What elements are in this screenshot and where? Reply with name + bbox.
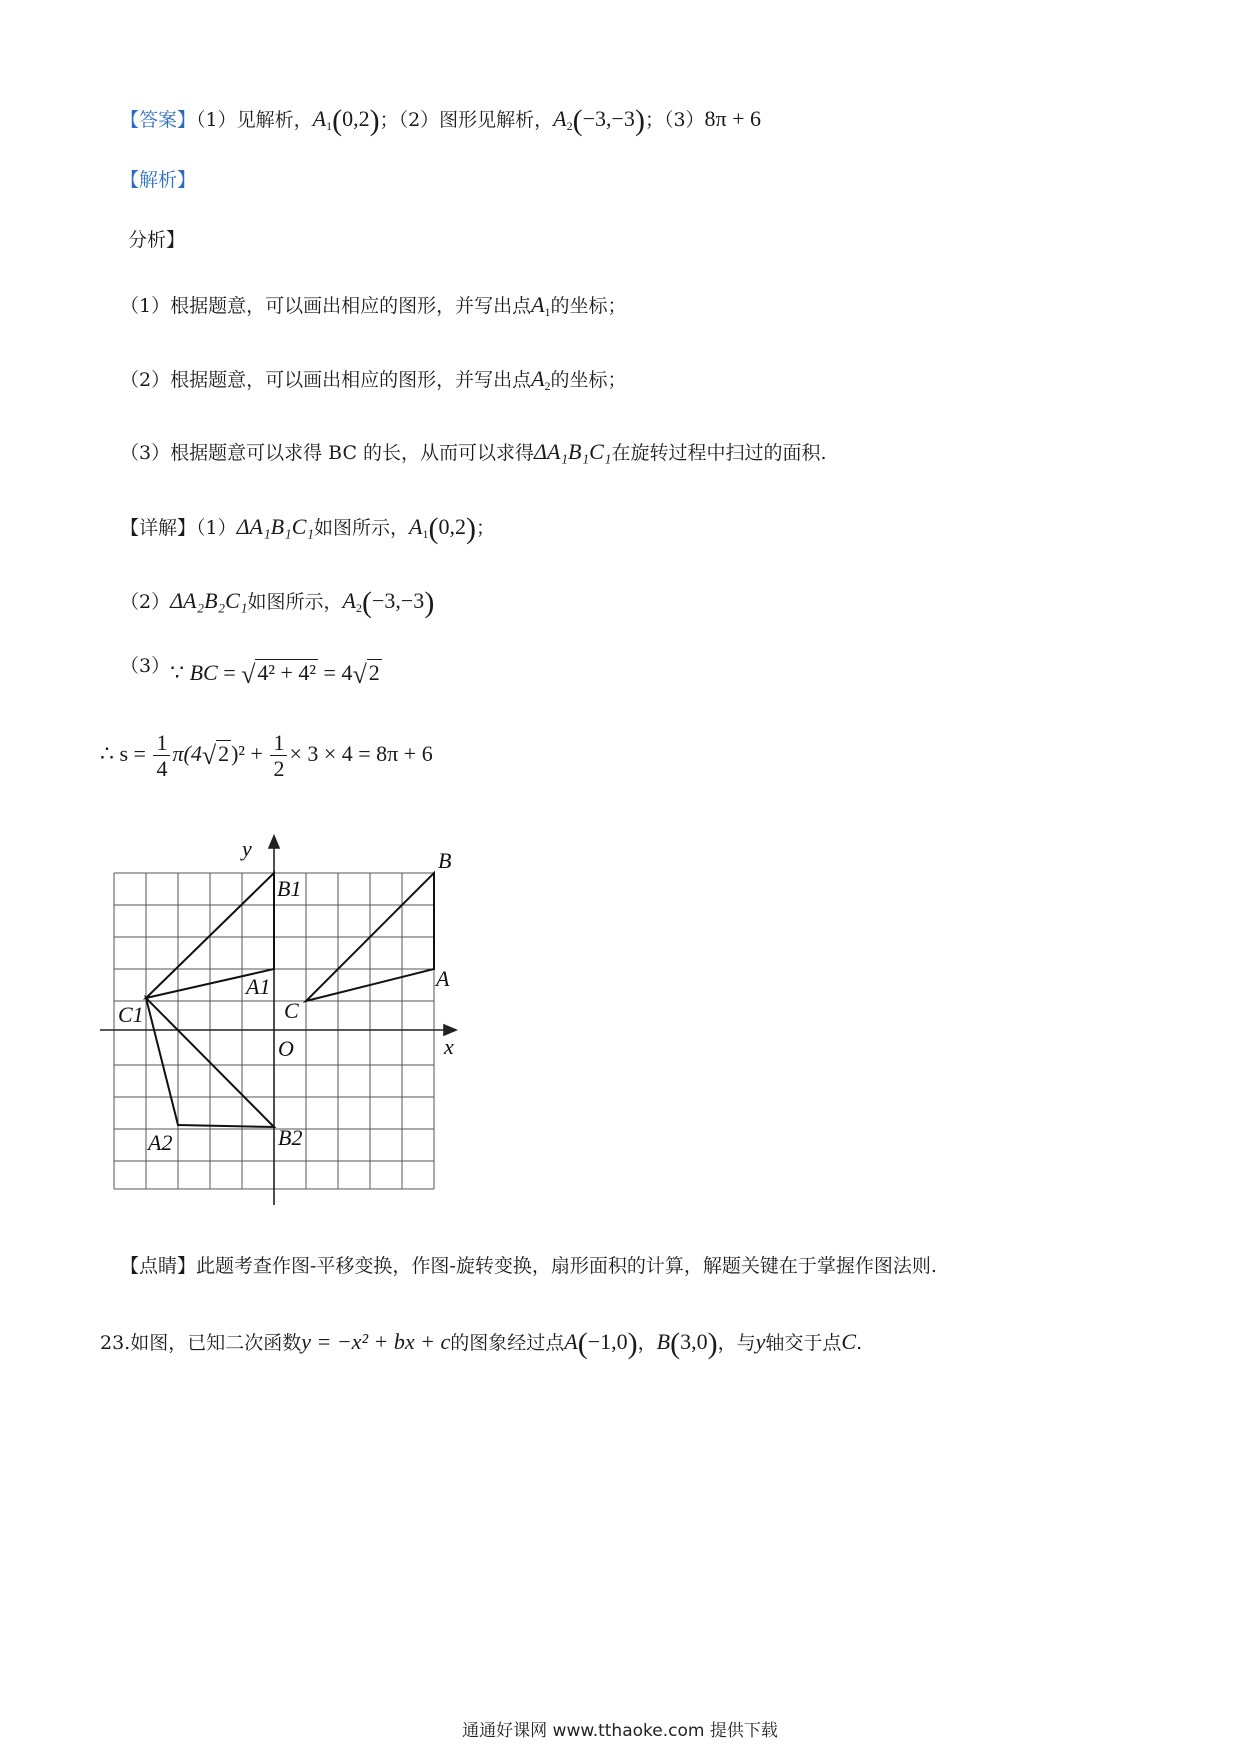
sqrt-two: √2 (352, 660, 380, 689)
triangle-A1B1C1: ΔA₁B₁C₁ (534, 439, 612, 464)
label-B: B (438, 848, 452, 873)
detail-line-1: 【详解】（1）ΔA₁B₁C₁如图所示，$A_1(0,2)$； (120, 512, 496, 545)
sqrt-two: √2 (201, 740, 230, 770)
detail-tag: 【详解】 (120, 517, 197, 539)
analysis-line-1: （1）根据题意，可以画出相应的图形，并写出点$A_1$的坐标； (120, 292, 627, 319)
answer-A1: $A_1$ (312, 106, 333, 133)
dianjing-tag: 【点睛】 (120, 1255, 197, 1277)
sqrt-expression: √4² + 4² (241, 660, 317, 689)
question-23: 23.如图，已知二次函数y = −x² + bx + c的图象经过点A(−1,0)，B(3,0)，与y轴交于点C. (100, 1327, 863, 1360)
label-C1: C1 (118, 1002, 144, 1027)
answer-sep1: ；（2）图形见解析， (379, 109, 554, 131)
answer-part1: （1）见解析， (196, 109, 313, 131)
triangle-A1B1C1: ΔA₁B₁C₁ (236, 514, 315, 539)
point-A1: $A_1$ (409, 514, 429, 541)
answer-value3: 8π + 6 (704, 106, 762, 131)
answer-A1-coord: 0,2 (342, 106, 370, 131)
detail-line-2: （2）ΔA₂B₂C₁如图所示，$A_2(-3,-3)$ (120, 586, 435, 619)
point-A2-symbol: $A_2$ (531, 366, 551, 393)
answer-A2: $A_2$ (553, 106, 573, 133)
footer: 通通好课网 www.tthaoke.com 提供下载 (462, 1721, 778, 1741)
dianjing-line: 【点睛】此题考查作图-平移变换，作图-旋转变换，扇形面积的计算，解题关键在于掌握作图法则. (120, 1255, 937, 1277)
analysis-tag: 【解析】 (120, 169, 197, 191)
label-A1: A1 (246, 974, 271, 999)
label-C: C (284, 998, 299, 1023)
detail-line-4: ∴ s = $\frac{1}{4}$ π(4√2)² + $\frac{1}{2}$ × 3 × 4 = 8π + 6 (100, 730, 433, 782)
answer-line: 【答案】（1）见解析，$A_1(0,2)$；（2）图形见解析，$A_2(-3,-3)$；（3）8π + 6 (120, 104, 762, 137)
triangle-A2B2C1: ΔA₂B₂C₁ (170, 588, 248, 613)
answer-tag: 【答案】 (120, 109, 197, 131)
answer-sep2: ；（3） (644, 109, 705, 131)
label-A2: A2 (148, 1130, 173, 1155)
detail-line-3: （3）∵ BC = √4² + 4² = 4√2 (120, 655, 380, 689)
y-axis-arrow (269, 836, 279, 848)
label-A: A (436, 966, 450, 991)
label-B2: B2 (278, 1125, 303, 1150)
analysis-line-2: （2）根据题意，可以画出相应的图形，并写出点$A_2$的坐标； (120, 366, 627, 393)
label-y: y (242, 836, 252, 861)
label-B1: B1 (277, 876, 302, 901)
coordinate-figure (95, 830, 475, 1210)
fenxi-label: 分析】 (128, 229, 186, 251)
fraction-quarter: $\frac{1}{4}$ (153, 730, 170, 782)
point-A1-symbol: $A_1$ (531, 292, 551, 319)
analysis-line-3: （3）根据题意可以求得 BC 的长，从而可以求得ΔA₁B₁C₁在旋转过程中扫过的面积. (120, 439, 827, 464)
point-A2: $A_2$ (342, 588, 362, 615)
label-O: O (278, 1036, 294, 1061)
fraction-half: $\frac{1}{2}$ (270, 730, 287, 782)
quadratic-equation: y = −x² + bx + c (301, 1329, 451, 1354)
label-x: x (444, 1034, 454, 1059)
answer-A2-coord: −3,−3 (582, 106, 635, 131)
